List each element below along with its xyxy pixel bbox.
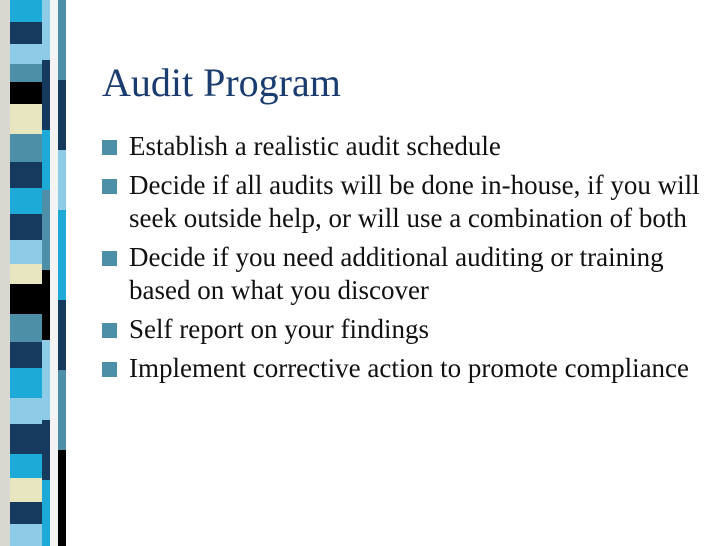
square-bullet-icon: [102, 179, 117, 194]
bullet-text: Implement corrective action to promote compliance: [129, 353, 690, 383]
bullet-item: [102, 352, 702, 385]
bullet-text: Establish a realistic audit schedule: [129, 131, 501, 161]
square-bullet-icon: [102, 362, 117, 377]
bullet-item: [102, 241, 702, 307]
bullet-text: Decide if you need additional auditing or training based on what you discover: [129, 242, 664, 305]
decorative-stripe-border: [0, 0, 66, 546]
bullet-item: [102, 130, 702, 163]
bullet-item: [102, 169, 702, 235]
bullet-item: [102, 313, 702, 346]
slide-title: Audit Program: [102, 60, 341, 105]
bullet-text: Self report on your findings: [129, 314, 429, 344]
bullet-list: [102, 130, 702, 391]
bullet-text: Decide if all audits will be done in-house, if you will seek outside help, or will use a combination of both: [129, 170, 700, 233]
square-bullet-icon: [102, 140, 117, 155]
square-bullet-icon: [102, 323, 117, 338]
square-bullet-icon: [102, 251, 117, 266]
